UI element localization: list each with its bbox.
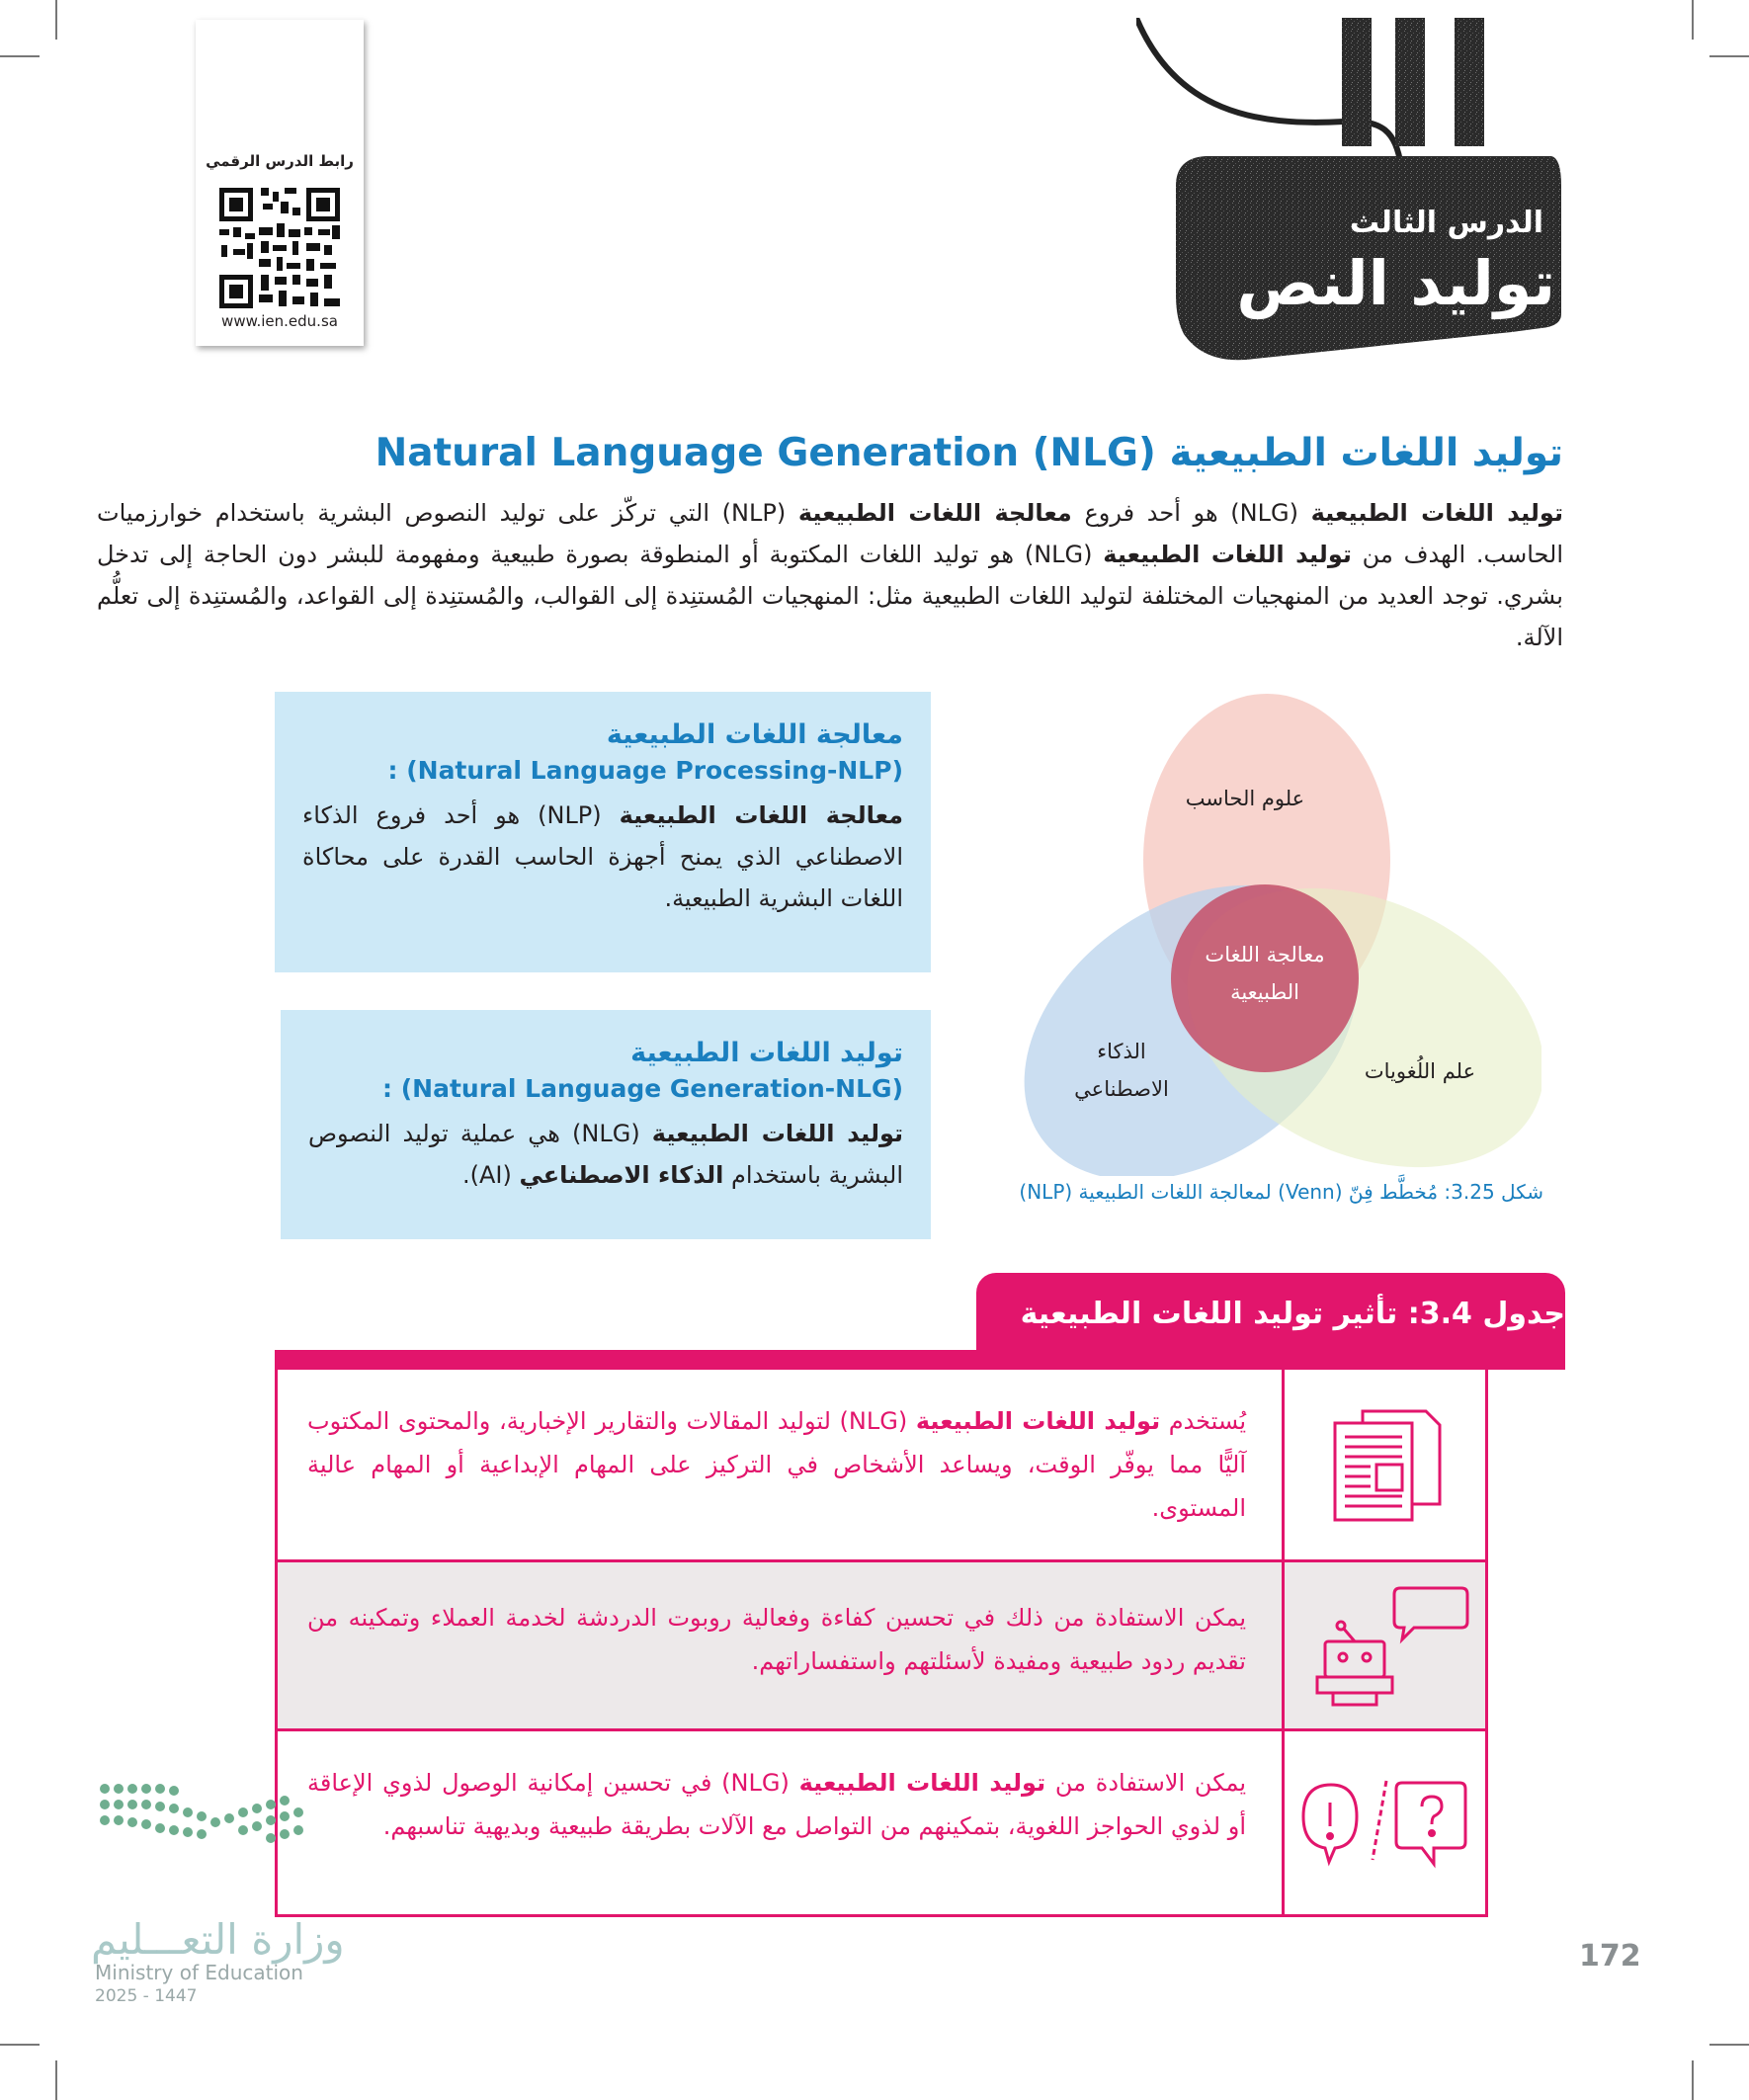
table-header-bar bbox=[275, 1350, 1565, 1370]
ministry-logo-icon bbox=[95, 1779, 312, 1897]
crop-mark bbox=[1692, 2060, 1694, 2100]
info-nlg-title: توليد اللغات الطبيعية bbox=[630, 1038, 903, 1068]
crop-mark bbox=[1709, 2044, 1749, 2046]
ministry-name-en: Ministry of Education bbox=[95, 1961, 303, 1984]
qr-label: رابط الدرس الرقمي bbox=[206, 152, 354, 170]
table-row-text: يُستخدم توليد اللغات الطبيعية (NLG) لتوليد المقالات والتقارير الإخبارية، والمحتوى المكتوب آليًّا مما يوفّر الوقت، ويساعد الأشخاص في التركيز على المهام الإبداعية أو المهام عالية المستوى. bbox=[307, 1407, 1246, 1522]
figure-caption: شكل 3.25: مُخطَّط فِنّ (Venn) لمعالجة اللغات الطبيعية (NLP) bbox=[1019, 1180, 1543, 1204]
qr-url[interactable]: www.ien.edu.sa bbox=[221, 312, 338, 330]
venn-diagram bbox=[1008, 692, 1541, 1176]
info-nlp-title: معالجة اللغات الطبيعية bbox=[606, 719, 903, 750]
info-nlp-body: معالجة اللغات الطبيعية (NLP) هو أحد فروع الذكاء الاصطناعي الذي يمنح أجهزة الحاسب القدرة على محاكاة اللغات البشرية الطبيعية. bbox=[302, 801, 903, 912]
venn-label-center-2: الطبيعية bbox=[1230, 980, 1299, 1004]
table-row bbox=[278, 1370, 1485, 1559]
crop-mark bbox=[55, 2060, 57, 2100]
crop-mark bbox=[1709, 55, 1749, 57]
section-title: توليد اللغات الطبيعية (NLG) Natural Language Generation bbox=[375, 431, 1563, 475]
qr-card[interactable] bbox=[196, 20, 364, 346]
venn-label-ai-2: الاصطناعي bbox=[1074, 1077, 1169, 1101]
venn-label-center-1: معالجة اللغات bbox=[1205, 943, 1325, 966]
venn-label-linguistics: علم اللُغويات bbox=[1364, 1059, 1476, 1083]
table-row-text: يمكن الاستفادة من توليد اللغات الطبيعية (NLG) في تحسين إمكانية الوصول لذوي الإعاقة أو لذوي الحواجز اللغوية، بتمكينهم من التواصل مع الآلات بطريقة طبيعية وبديهية تناسبهم. bbox=[307, 1769, 1246, 1840]
venn-label-ai-1: الذكاء bbox=[1097, 1040, 1146, 1063]
intro-paragraph: توليد اللغات الطبيعية (NLG) هو أحد فروع معالجة اللغات الطبيعية (NLP) التي تركّز على توليد النصوص البشرية باستخدام خوارزميات الحاسب. الهدف من توليد اللغات الطبيعية (NLG) هو توليد اللغات المكتوبة أو المنطوقة بصورة طبيعية ومفهومة للبشر دون الحاجة إلى تدخل بشري. توجد العديد من المنهجيات المختلفة لتوليد اللغات الطبيعية مثل: المنهجيات المُستنِدة إلى القوالب، والمُستنِدة إلى القواعد، والمُستنِدة إلى تعلُّم الآلة. bbox=[97, 499, 1564, 651]
info-box-nlp bbox=[275, 692, 931, 972]
table-row bbox=[278, 1562, 1485, 1728]
ministry-name-ar: وزارة التعـــليم bbox=[91, 1915, 345, 1964]
venn-label-cs: علوم الحاسب bbox=[1185, 787, 1305, 810]
info-nlg-body: توليد اللغات الطبيعية (NLG) هي عملية توليد النصوص البشرية باستخدام الذكاء الاصطناعي (AI). bbox=[308, 1120, 904, 1189]
impact-table bbox=[275, 1370, 1488, 1917]
table-title: جدول 3.4: تأثير توليد اللغات الطبيعية bbox=[1020, 1297, 1565, 1331]
crop-mark bbox=[55, 0, 57, 40]
info-box-nlg bbox=[281, 1010, 931, 1239]
lesson-title: توليد النص bbox=[1236, 247, 1555, 319]
edition-year: 2025 - 1447 bbox=[95, 1986, 198, 2006]
chatbot-icon bbox=[1303, 1582, 1471, 1711]
table-row-text: يمكن الاستفادة من ذلك في تحسين كفاءة وفعالية روبوت الدردشة لخدمة العملاء وتمكينه من تقديم ردود طبيعية ومفيدة لأسئلتهم واستفساراتهم. bbox=[307, 1604, 1246, 1675]
lesson-number: الدرس الثالث bbox=[1349, 206, 1543, 240]
info-nlp-subtitle: (Natural Language Processing-NLP) : bbox=[387, 756, 903, 785]
qr-code-icon[interactable] bbox=[215, 184, 344, 312]
info-nlg-subtitle: (Natural Language Generation-NLG) : bbox=[382, 1074, 903, 1103]
crop-mark bbox=[0, 55, 40, 57]
documents-icon bbox=[1323, 1405, 1452, 1524]
table-row bbox=[278, 1731, 1485, 1917]
page-number: 172 bbox=[1579, 1939, 1641, 1974]
table-column-divider bbox=[1282, 1370, 1285, 1914]
venn-circle-nlp bbox=[1171, 884, 1359, 1072]
accessibility-icon bbox=[1295, 1771, 1473, 1870]
crop-mark bbox=[0, 2044, 40, 2046]
crop-mark bbox=[1692, 0, 1694, 40]
